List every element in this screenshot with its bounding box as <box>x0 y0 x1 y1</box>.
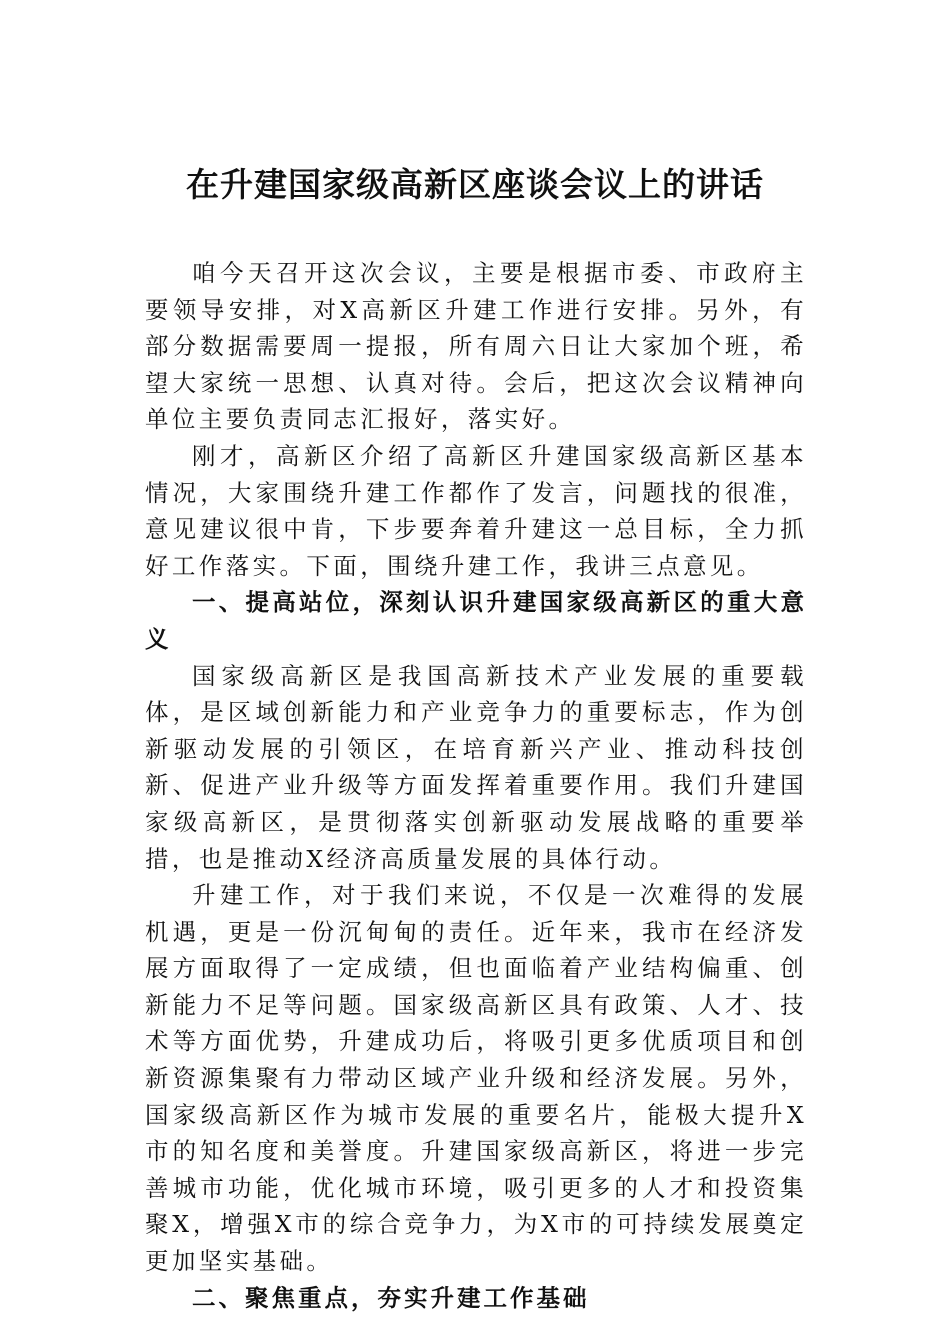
section-heading-2: 二、聚焦重点，夯实升建工作基础 <box>192 1283 590 1312</box>
paragraph: 国家级高新区是我国高新技术产业发展的重要载体，是区域创新能力和产业竞争力的重要标志，作为创新驱动发展的引领区，在培育新兴产业、推动科技创新、促进产业升级等方面发挥着重要作用。我们升建国家级高新区，是贯彻落实创新驱动发展战略的重要举措，也是推动X经济高质量发展的具体行动。 <box>145 661 807 873</box>
paragraph: 咱今天召开这次会议，主要是根据市委、市政府主要领导安排，对X高新区升建工作进行安排。另外，有部分数据需要周一提报，所有周六日让大家加个班，希望大家统一思想、认真对待。会后，把这次会议精神向单位主要负责同志汇报好，落实好。 <box>145 259 807 434</box>
paragraph: 升建工作，对于我们来说，不仅是一次难得的发展机遇，更是一份沉甸甸的责任。近年来，我市在经济发展方面取得了一定成绩，但也面临着产业结构偏重、创新能力不足等问题。国家级高新区具有政策、人才、技术等方面优势，升建成功后，将吸引更多优质项目和创新资源集聚有力带动区域产业升级和经济发展。另外，国家级高新区作为城市发展的重要名片，能极大提升X市的知名度和美誉度。升建国家级高新区，将进一步完善城市功能，优化城市环境，吸引更多的人才和投资集聚X，增强X市的综合竞争力，为X市的可持续发展奠定更加坚实基础。 <box>145 881 807 1276</box>
section-heading-1: 一、提高站位，深刻认识升建国家级高新区的重大意义 <box>145 588 807 653</box>
paragraph: 刚才，高新区介绍了高新区升建国家级高新区基本情况，大家围绕升建工作都作了发言，问题找的很准，意见建议很中肯，下步要奔着升建这一总目标，全力抓好工作落实。下面，围绕升建工作，我讲三点意见。 <box>145 441 807 580</box>
document-body <box>145 255 807 1316</box>
document-title: 在升建国家级高新区座谈会议上的讲话 <box>186 165 764 204</box>
